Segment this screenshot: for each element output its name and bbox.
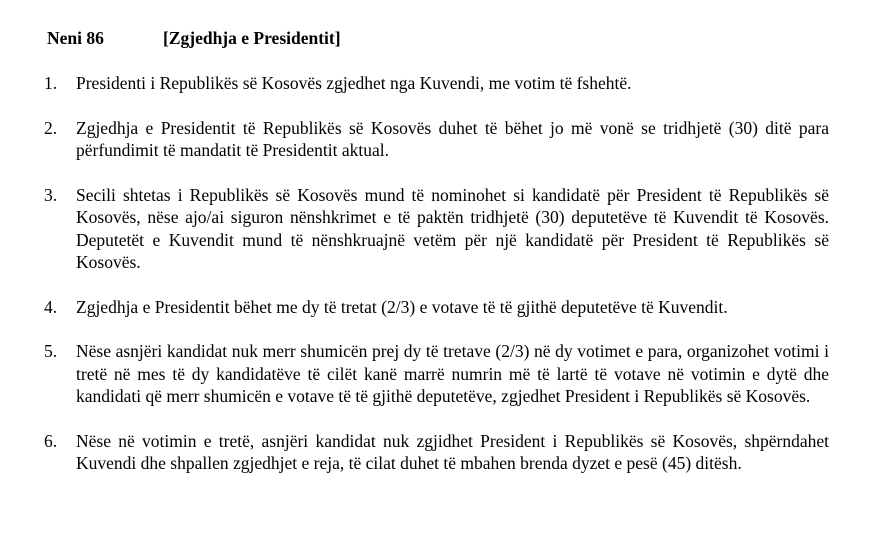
paragraph-item <box>44 340 829 408</box>
paragraph-text: Nëse në votimin e tretë, asnjëri kandidat nuk zgjidhet President i Republikës së Kosovës, shpërndahet Kuvendi dhe shpallen zgjedhjet e reja, të cilat duhet të mbahen brenda dyzet e pesë (45) ditësh. <box>76 430 829 473</box>
paragraph-text: Zgjedhja e Presidentit të Republikës së Kosovës duhet të bëhet jo më vonë se tridhjetë (30) ditë para përfundimit të mandatit të Presidentit aktual. <box>76 117 829 160</box>
paragraph-number: 1. <box>44 73 58 93</box>
paragraph-text: Zgjedhja e Presidentit bëhet me dy të tretat (2/3) e votave të të gjithë deputetëve të Kuvendit. <box>76 296 728 317</box>
paragraph-item <box>44 117 829 162</box>
paragraph-number: 4. <box>44 296 58 317</box>
article-number: Neni 86 <box>47 28 104 48</box>
paragraph-item <box>44 72 829 95</box>
paragraph-list <box>44 72 829 497</box>
paragraph-text: Secili shtetas i Republikës së Kosovës mund të nominohet si kandidatë për President të Republikës së Kosovës, nëse ajo/ai siguron nënshkrimet e të paktën tridhjetë (30) deputetëve të Kuvendit të Kosovës. Deputetët e Kuvendit mund të nënshkruajnë vetëm për një kandidatë për President të Republikës së Kosovës. <box>76 184 829 272</box>
article-heading <box>47 28 341 49</box>
paragraph-text: Presidenti i Republikës së Kosovës zgjedhet nga Kuvendi, me votim të fshehtë. <box>76 73 632 93</box>
paragraph-item <box>44 296 829 319</box>
paragraph-text: Nëse asnjëri kandidat nuk merr shumicën prej dy të tretave (2/3) në dy votimet e para, organizohet votimi i tretë në mes të dy kandidatëve të cilët kanë marrë numrin më të lartë të votave në votimin e dytë dhe kandidati që merr shumicën e votave të të gjithë deputetëve, zgjedhet President i Republikës së Kosovës. <box>76 341 829 406</box>
paragraph-item <box>44 184 829 274</box>
article-title: [Zgjedhja e Presidentit] <box>163 28 341 48</box>
paragraph-number: 3. <box>44 184 58 205</box>
paragraph-number: 5. <box>44 341 58 361</box>
paragraph-number: 2. <box>44 117 58 138</box>
paragraph-number: 6. <box>44 430 58 451</box>
paragraph-item <box>44 430 829 475</box>
